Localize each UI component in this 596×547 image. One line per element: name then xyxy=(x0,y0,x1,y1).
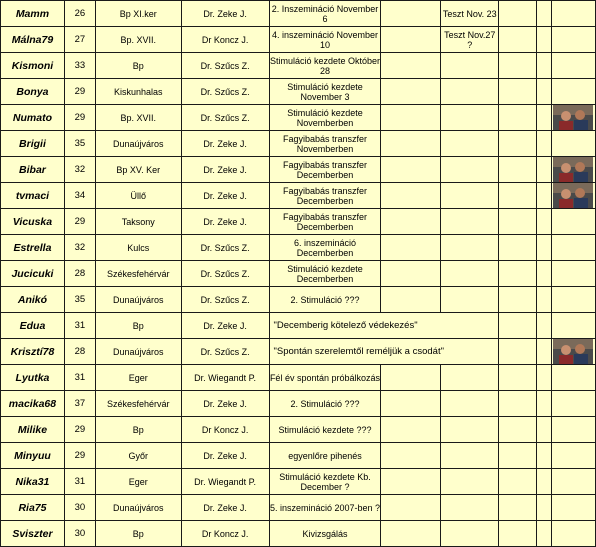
city-cell: Eger xyxy=(95,365,181,391)
table-row xyxy=(1,365,596,391)
status-cell: Fagyibabás transzfer Decemberben xyxy=(269,157,381,183)
empty-cell xyxy=(499,521,537,547)
city-cell: Bp. XVII. xyxy=(95,27,181,53)
photo-cell xyxy=(551,443,595,469)
table-row xyxy=(1,53,596,79)
city-cell: Székesfehérvár xyxy=(95,391,181,417)
table-row xyxy=(1,391,596,417)
empty-cell xyxy=(381,235,441,261)
table-row xyxy=(1,417,596,443)
table-row xyxy=(1,131,596,157)
age-cell: 35 xyxy=(64,131,95,157)
avatar-photo xyxy=(553,105,593,130)
empty-cell xyxy=(537,313,552,339)
empty-cell xyxy=(499,209,537,235)
city-cell: Bp xyxy=(95,53,181,79)
doctor-cell: Dr. Szűcs Z. xyxy=(181,105,269,131)
nickname-cell: Edua xyxy=(1,313,65,339)
empty-cell xyxy=(381,209,441,235)
avatar-photo xyxy=(553,339,593,364)
doctor-cell: Dr. Zeke J. xyxy=(181,495,269,521)
empty-cell xyxy=(381,131,441,157)
table-row xyxy=(1,183,596,209)
photo-cell xyxy=(551,521,595,547)
table-row xyxy=(1,79,596,105)
empty-cell xyxy=(537,27,552,53)
photo-cell xyxy=(551,183,595,209)
photo-cell xyxy=(551,495,595,521)
empty-cell xyxy=(537,183,552,209)
test-date-cell xyxy=(441,365,499,391)
empty-cell xyxy=(537,391,552,417)
city-cell: Székesfehérvár xyxy=(95,261,181,287)
photo-cell xyxy=(551,235,595,261)
empty-cell xyxy=(499,131,537,157)
empty-cell xyxy=(381,157,441,183)
nickname-cell: Numato xyxy=(1,105,65,131)
nickname-cell: Minyuu xyxy=(1,443,65,469)
test-date-cell xyxy=(441,391,499,417)
status-cell: Stimuláció kezdete ??? xyxy=(269,417,381,443)
table-row xyxy=(1,1,596,27)
status-cell: Fagyibabás transzfer Decemberben xyxy=(269,209,381,235)
doctor-cell: Dr. Zeke J. xyxy=(181,157,269,183)
doctor-cell: Dr Koncz J. xyxy=(181,27,269,53)
nickname-cell: tvmaci xyxy=(1,183,65,209)
city-cell: Dunaújváros xyxy=(95,287,181,313)
doctor-cell: Dr. Wiegandt P. xyxy=(181,365,269,391)
empty-cell xyxy=(381,105,441,131)
test-date-cell xyxy=(441,235,499,261)
photo-cell xyxy=(551,365,595,391)
empty-cell xyxy=(537,209,552,235)
city-cell: Bp XV. Ker xyxy=(95,157,181,183)
empty-cell xyxy=(537,521,552,547)
nickname-cell: Brigii xyxy=(1,131,65,157)
empty-cell xyxy=(537,469,552,495)
test-date-cell xyxy=(441,261,499,287)
test-date-cell xyxy=(441,209,499,235)
empty-cell xyxy=(499,365,537,391)
city-cell: Eger xyxy=(95,469,181,495)
photo-cell xyxy=(551,27,595,53)
nickname-cell: Estrella xyxy=(1,235,65,261)
photo-cell xyxy=(551,131,595,157)
city-cell: Bp xyxy=(95,313,181,339)
photo-cell xyxy=(551,417,595,443)
doctor-cell: Dr. Szűcs Z. xyxy=(181,261,269,287)
empty-cell xyxy=(381,261,441,287)
empty-cell xyxy=(537,339,552,365)
status-cell: 2. Stimuláció ??? xyxy=(269,287,381,313)
photo-cell xyxy=(551,105,595,131)
table-body xyxy=(1,1,596,547)
city-cell: Bp. XVII. xyxy=(95,105,181,131)
empty-cell xyxy=(381,365,441,391)
empty-cell xyxy=(499,79,537,105)
age-cell: 32 xyxy=(64,235,95,261)
empty-cell xyxy=(499,261,537,287)
doctor-cell: Dr. Zeke J. xyxy=(181,313,269,339)
empty-cell xyxy=(499,53,537,79)
status-cell: 2. Inszemináció November 6 xyxy=(269,1,381,27)
test-date-cell xyxy=(441,157,499,183)
age-cell: 35 xyxy=(64,287,95,313)
test-date-cell xyxy=(441,287,499,313)
doctor-cell: Dr. Wiegandt P. xyxy=(181,469,269,495)
photo-cell xyxy=(551,287,595,313)
nickname-cell: Sviszter xyxy=(1,521,65,547)
empty-cell xyxy=(381,1,441,27)
empty-cell xyxy=(499,1,537,27)
empty-cell xyxy=(537,443,552,469)
doctor-cell: Dr. Zeke J. xyxy=(181,443,269,469)
empty-cell xyxy=(381,495,441,521)
empty-cell xyxy=(537,365,552,391)
age-cell: 31 xyxy=(64,469,95,495)
status-cell: Stimuláció kezdete November 3 xyxy=(269,79,381,105)
doctor-cell: Dr. Szűcs Z. xyxy=(181,79,269,105)
age-cell: 29 xyxy=(64,443,95,469)
nickname-cell: Vicuska xyxy=(1,209,65,235)
table-row xyxy=(1,287,596,313)
empty-cell xyxy=(499,417,537,443)
nickname-cell: Bibar xyxy=(1,157,65,183)
empty-cell xyxy=(537,131,552,157)
avatar-photo xyxy=(553,157,593,182)
doctor-cell: Dr. Zeke J. xyxy=(181,183,269,209)
empty-cell xyxy=(537,235,552,261)
empty-cell xyxy=(537,261,552,287)
test-date-cell xyxy=(441,79,499,105)
photo-cell xyxy=(551,53,595,79)
table-row xyxy=(1,105,596,131)
photo-cell xyxy=(551,339,595,365)
test-date-cell xyxy=(441,183,499,209)
age-cell: 29 xyxy=(64,417,95,443)
age-cell: 27 xyxy=(64,27,95,53)
status-cell: 6. inszemináció Decemberben xyxy=(269,235,381,261)
city-cell: Dunaújváros xyxy=(95,495,181,521)
photo-cell xyxy=(551,157,595,183)
doctor-cell: Dr. Szűcs Z. xyxy=(181,235,269,261)
empty-cell xyxy=(537,495,552,521)
table-row xyxy=(1,443,596,469)
table-row xyxy=(1,339,596,365)
city-cell: Taksony xyxy=(95,209,181,235)
table-row xyxy=(1,521,596,547)
empty-cell xyxy=(381,183,441,209)
test-date-cell xyxy=(441,495,499,521)
age-cell: 30 xyxy=(64,495,95,521)
doctor-cell: Dr. Zeke J. xyxy=(181,1,269,27)
photo-cell xyxy=(551,209,595,235)
empty-cell xyxy=(381,79,441,105)
photo-cell xyxy=(551,79,595,105)
doctor-cell: Dr. Szűcs Z. xyxy=(181,287,269,313)
empty-cell xyxy=(381,417,441,443)
doctor-cell: Dr Koncz J. xyxy=(181,417,269,443)
status-cell: "Decemberig kötelező védekezés" xyxy=(269,313,499,339)
table-row xyxy=(1,235,596,261)
photo-cell xyxy=(551,469,595,495)
photo-cell xyxy=(551,1,595,27)
age-cell: 37 xyxy=(64,391,95,417)
age-cell: 31 xyxy=(64,365,95,391)
city-cell: Bp xyxy=(95,521,181,547)
age-cell: 29 xyxy=(64,209,95,235)
age-cell: 29 xyxy=(64,105,95,131)
empty-cell xyxy=(537,105,552,131)
table-row xyxy=(1,495,596,521)
age-cell: 29 xyxy=(64,79,95,105)
age-cell: 28 xyxy=(64,339,95,365)
test-date-cell xyxy=(441,521,499,547)
status-cell: Fagyibabás transzfer Novemberben xyxy=(269,131,381,157)
empty-cell xyxy=(381,521,441,547)
empty-cell xyxy=(499,339,537,365)
status-cell: Stimuláció kezdete Október 28 xyxy=(269,53,381,79)
empty-cell xyxy=(381,27,441,53)
status-cell: 2. Stimuláció ??? xyxy=(269,391,381,417)
empty-cell xyxy=(499,287,537,313)
empty-cell xyxy=(537,287,552,313)
empty-cell xyxy=(499,469,537,495)
status-cell: "Spontán szerelemtől reméljük a csodát" xyxy=(269,339,499,365)
nickname-cell: Málna79 xyxy=(1,27,65,53)
test-date-cell xyxy=(441,443,499,469)
status-cell: Stimuláció kezdete Novemberben xyxy=(269,105,381,131)
age-cell: 34 xyxy=(64,183,95,209)
nickname-cell: Bonya xyxy=(1,79,65,105)
doctor-cell: Dr. Zeke J. xyxy=(181,209,269,235)
nickname-cell: Anikó xyxy=(1,287,65,313)
city-cell: Győr xyxy=(95,443,181,469)
test-date-cell xyxy=(441,105,499,131)
empty-cell xyxy=(499,443,537,469)
city-cell: Bp xyxy=(95,417,181,443)
empty-cell xyxy=(537,157,552,183)
empty-cell xyxy=(537,53,552,79)
test-date-cell xyxy=(441,131,499,157)
empty-cell xyxy=(381,391,441,417)
photo-cell xyxy=(551,391,595,417)
empty-cell xyxy=(381,53,441,79)
nickname-cell: Jucicuki xyxy=(1,261,65,287)
city-cell: Dunaújváros xyxy=(95,131,181,157)
empty-cell xyxy=(499,495,537,521)
nickname-cell: macika68 xyxy=(1,391,65,417)
nickname-cell: Ria75 xyxy=(1,495,65,521)
photo-cell xyxy=(551,313,595,339)
empty-cell xyxy=(499,157,537,183)
status-cell: 5. inszemináció 2007-ben ? xyxy=(269,495,381,521)
status-cell: Stimuláció kezdete Kb. December ? xyxy=(269,469,381,495)
doctor-cell: Dr. Szűcs Z. xyxy=(181,53,269,79)
empty-cell xyxy=(499,313,537,339)
photo-cell xyxy=(551,261,595,287)
status-cell: Fagyibabás transzfer Decemberben xyxy=(269,183,381,209)
age-cell: 30 xyxy=(64,521,95,547)
empty-cell xyxy=(381,443,441,469)
empty-cell xyxy=(381,287,441,313)
status-cell: 4. inszemináció November 10 xyxy=(269,27,381,53)
test-date-cell: Teszt Nov. 23 xyxy=(441,1,499,27)
empty-cell xyxy=(499,105,537,131)
empty-cell xyxy=(537,417,552,443)
test-date-cell: Teszt Nov.27 ? xyxy=(441,27,499,53)
city-cell: Bp XI.ker xyxy=(95,1,181,27)
empty-cell xyxy=(499,27,537,53)
table-row xyxy=(1,469,596,495)
empty-cell xyxy=(537,79,552,105)
city-cell: Kiskunhalas xyxy=(95,79,181,105)
age-cell: 32 xyxy=(64,157,95,183)
nickname-cell: Milike xyxy=(1,417,65,443)
nickname-cell: Lyutka xyxy=(1,365,65,391)
table-row xyxy=(1,27,596,53)
city-cell: Dunaújváros xyxy=(95,339,181,365)
status-cell: Fél év spontán próbálkozás xyxy=(269,365,381,391)
empty-cell xyxy=(499,235,537,261)
table-row xyxy=(1,157,596,183)
nickname-cell: Kismoni xyxy=(1,53,65,79)
doctor-cell: Dr. Zeke J. xyxy=(181,131,269,157)
empty-cell xyxy=(499,391,537,417)
test-date-cell xyxy=(441,53,499,79)
age-cell: 33 xyxy=(64,53,95,79)
test-date-cell xyxy=(441,417,499,443)
city-cell: Üllő xyxy=(95,183,181,209)
nickname-cell: Krisztí78 xyxy=(1,339,65,365)
table-row xyxy=(1,261,596,287)
doctor-cell: Dr. Zeke J. xyxy=(181,391,269,417)
nickname-cell: Mamm xyxy=(1,1,65,27)
age-cell: 31 xyxy=(64,313,95,339)
nickname-cell: Nika31 xyxy=(1,469,65,495)
status-cell: egyenlőre pihenés xyxy=(269,443,381,469)
table-row xyxy=(1,209,596,235)
status-cell: Kivizsgálás xyxy=(269,521,381,547)
age-cell: 26 xyxy=(64,1,95,27)
empty-cell xyxy=(499,183,537,209)
city-cell: Kulcs xyxy=(95,235,181,261)
doctor-cell: Dr. Szűcs Z. xyxy=(181,339,269,365)
doctor-cell: Dr Koncz J. xyxy=(181,521,269,547)
empty-cell xyxy=(537,1,552,27)
test-date-cell xyxy=(441,469,499,495)
avatar-photo xyxy=(553,183,593,208)
empty-cell xyxy=(381,469,441,495)
age-cell: 28 xyxy=(64,261,95,287)
status-cell: Stimuláció kezdete Decemberben xyxy=(269,261,381,287)
table-row xyxy=(1,313,596,339)
